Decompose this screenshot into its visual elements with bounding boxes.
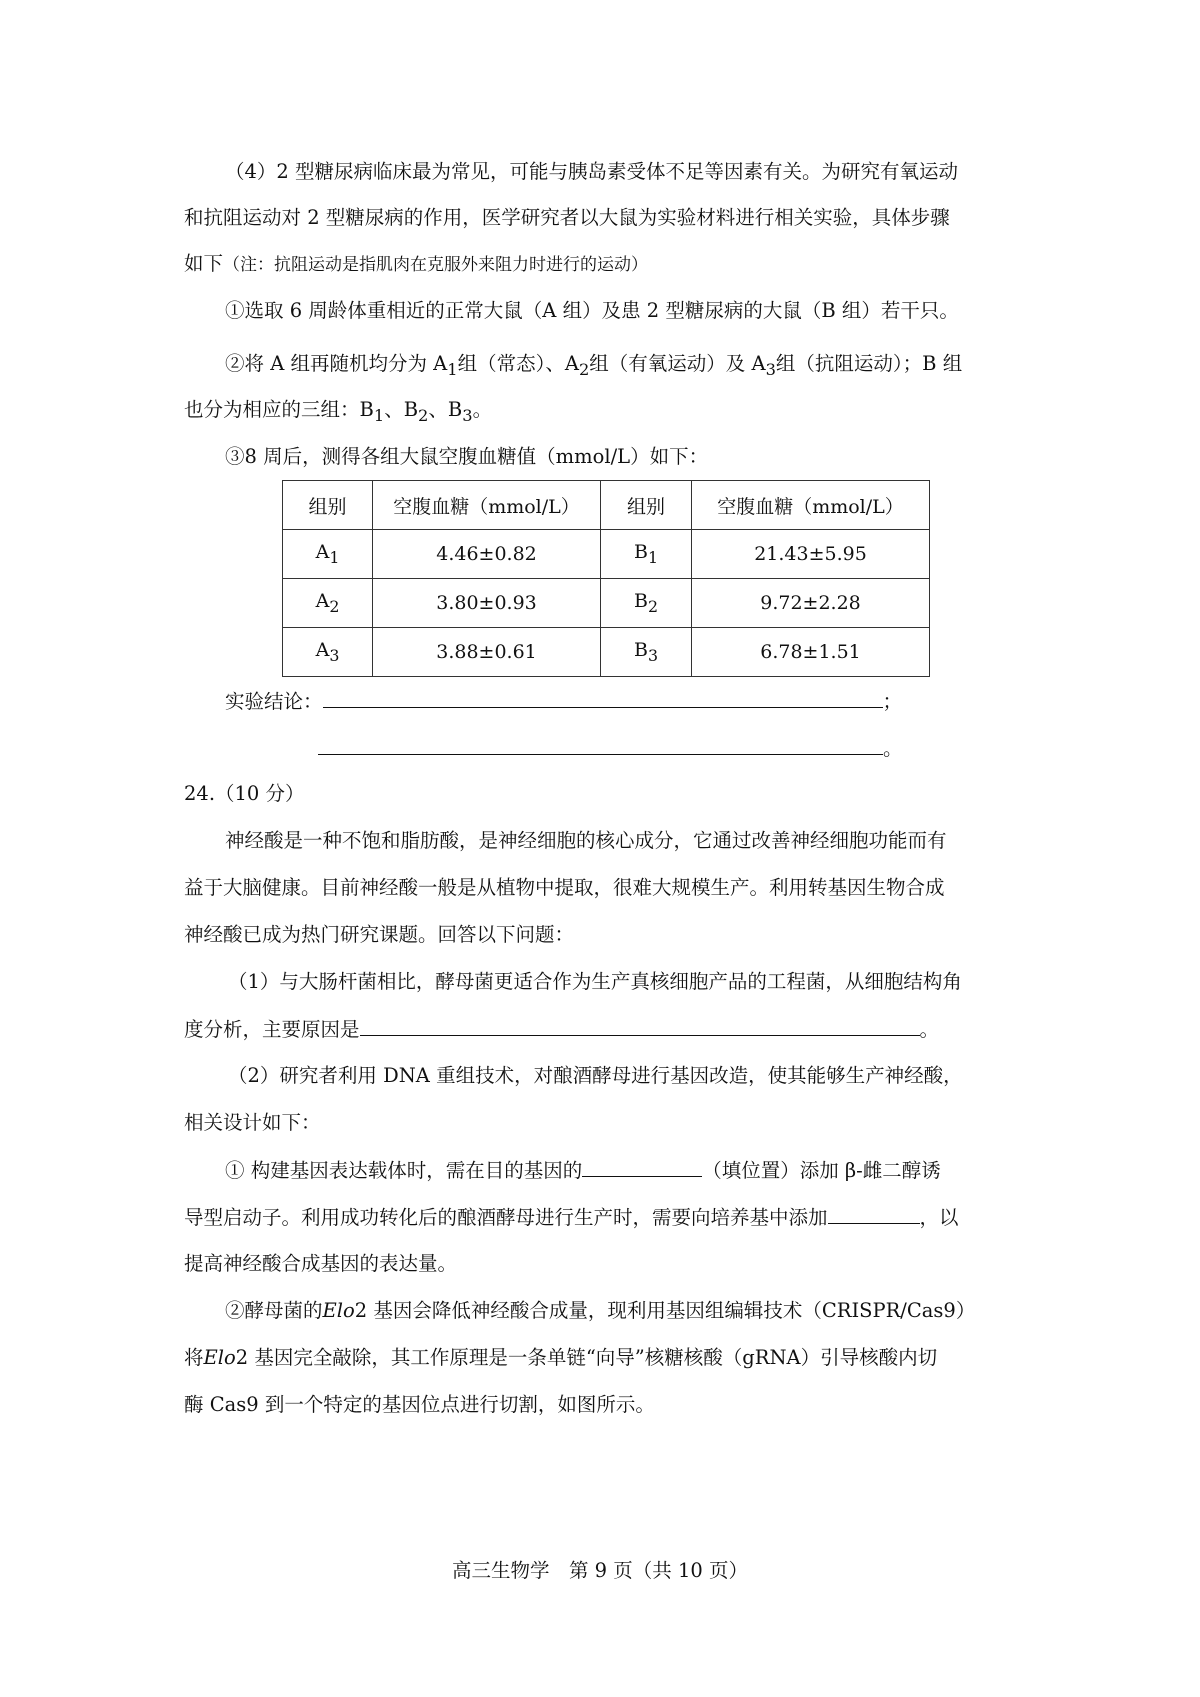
question-text: 2 基因会降低神经酸合成量，现利用基因组编辑技术（CRISPR/Cas9） xyxy=(354,1299,976,1322)
conclusion-line-2 xyxy=(318,734,903,763)
step-text: 、B xyxy=(428,398,463,421)
table-cell: 9.72±2.28 xyxy=(692,579,930,628)
table-cell: $B_1$ xyxy=(601,530,692,579)
question-text: 度分析，主要原因是 xyxy=(184,1018,360,1041)
step-3: ③8 周后，测得各组大鼠空腹血糖值（mmol/L）如下： xyxy=(225,445,709,468)
answer-blank[interactable] xyxy=(582,1156,702,1177)
table-cell: 4.46±0.82 xyxy=(373,530,601,579)
table-cell: $B_2$ xyxy=(601,579,692,628)
table-row xyxy=(283,579,930,628)
punctuation: 。 xyxy=(919,1018,940,1041)
paragraph-line xyxy=(184,1344,937,1372)
paragraph-line: 相关设计如下： xyxy=(184,1111,321,1134)
table-header: 空腹血糖（mmol/L） xyxy=(692,481,930,530)
table-cell: $A_3$ xyxy=(283,628,373,677)
paragraph-line xyxy=(184,1203,959,1232)
step-text: 。 xyxy=(472,398,493,421)
table-header-row xyxy=(283,481,930,530)
question-text: ，以 xyxy=(919,1206,959,1229)
question-text: 2 基因完全敲除，其工作原理是一条单链“向导”核糖核酸（gRNA）引导核酸内切 xyxy=(235,1346,938,1369)
table-cell: $B_3$ xyxy=(601,628,692,677)
subscript: 2 xyxy=(578,359,590,379)
step-1: ①选取 6 周龄体重相近的正常大鼠（A 组）及患 2 型糖尿病的大鼠（B 组）若干只。 xyxy=(225,299,959,322)
paragraph-line: （2）研究者利用 DNA 重组技术，对酿酒酵母进行基因改造，使其能够生产神经酸， xyxy=(228,1064,963,1087)
answer-blank[interactable] xyxy=(318,734,883,755)
question-text: ②酵母菌的 xyxy=(225,1299,323,1322)
answer-blank[interactable] xyxy=(360,1015,920,1036)
conclusion-label: 实验结论： xyxy=(225,690,323,713)
paragraph-line: 提高神经酸合成基因的表达量。 xyxy=(184,1252,458,1275)
question-text: ① 构建基因表达载体时，需在目的基因的 xyxy=(225,1159,583,1182)
paragraph-line: 神经酸是一种不饱和脂肪酸，是神经细胞的核心成分，它通过改善神经细胞功能而有 xyxy=(225,829,947,852)
blood-glucose-table xyxy=(282,480,930,677)
table-row xyxy=(283,530,930,579)
table-header: 组别 xyxy=(283,481,373,530)
question-header: 24.（10 分） xyxy=(184,782,305,805)
table-header: 组别 xyxy=(601,481,692,530)
gene-name: Elo xyxy=(322,1299,355,1322)
question-text: 将 xyxy=(184,1346,204,1369)
subscript: 3 xyxy=(765,359,776,379)
paragraph-line: （1）与大肠杆菌相比，酵母菌更适合作为生产真核细胞产品的工程菌，从细胞结构角 xyxy=(228,970,962,993)
paragraph-text: 如下 xyxy=(184,252,224,275)
table-cell: $A_1$ xyxy=(283,530,373,579)
step-text: ②将 A 组再随机均分为 A xyxy=(225,352,448,375)
step-text: 组（常态）、A xyxy=(457,352,579,375)
gene-name: Elo xyxy=(203,1346,236,1369)
table-row xyxy=(283,628,930,677)
subscript: 1 xyxy=(447,359,458,379)
step-text: 组（有氧运动）及 A xyxy=(589,352,766,375)
paragraph-line: （4）2 型糖尿病临床最为常见，可能与胰岛素受体不足等因素有关。为研究有氧运动 xyxy=(225,160,959,183)
paragraph-line: 益于大脑健康。目前神经酸一般是从植物中提取，很难大规模生产。利用转基因生物合成 xyxy=(184,876,945,899)
table-cell: $A_2$ xyxy=(283,579,373,628)
punctuation: ； xyxy=(882,690,903,713)
answer-blank[interactable] xyxy=(828,1203,920,1224)
conclusion-line xyxy=(225,687,902,716)
paragraph-line xyxy=(184,250,648,279)
step-text: 、B xyxy=(384,398,419,421)
paragraph-line: 酶 Cas9 到一个特定的基因位点进行切割，如图所示。 xyxy=(184,1393,655,1416)
question-text: （填位置）添加 β-雌二醇诱 xyxy=(702,1159,941,1182)
paragraph-line: 神经酸已成为热门研究课题。回答以下问题： xyxy=(184,923,575,946)
subscript: 1 xyxy=(373,405,385,425)
table-cell: 3.80±0.93 xyxy=(373,579,601,628)
paragraph-line: 和抗阻运动对 2 型糖尿病的作用，医学研究者以大鼠为实验材料进行相关实验，具体步骤 xyxy=(184,206,950,229)
subscript: 2 xyxy=(418,405,429,425)
step-text: 也分为相应的三组：B xyxy=(184,398,374,421)
subscript: 3 xyxy=(462,405,473,425)
table-header: 空腹血糖（mmol/L） xyxy=(373,481,601,530)
step-2-cont xyxy=(184,396,492,430)
table-cell: 3.88±0.61 xyxy=(373,628,601,677)
paragraph-line xyxy=(225,1156,941,1185)
table-cell: 6.78±1.51 xyxy=(692,628,930,677)
note-text: （注：抗阻运动是指肌肉在克服外来阻力时进行的运动） xyxy=(223,255,649,275)
step-2 xyxy=(225,350,962,384)
paragraph-line xyxy=(184,1015,939,1044)
paragraph-line xyxy=(225,1297,975,1325)
step-text: 组（抗阻运动）；B 组 xyxy=(775,352,963,375)
answer-blank[interactable] xyxy=(323,687,883,708)
table-cell: 21.43±5.95 xyxy=(692,530,930,579)
punctuation: 。 xyxy=(883,737,903,760)
page-footer: 高三生物学 第 9 页（共 10 页） xyxy=(451,1559,748,1582)
question-text: 导型启动子。利用成功转化后的酿酒酵母进行生产时，需要向培养基中添加 xyxy=(184,1206,828,1229)
